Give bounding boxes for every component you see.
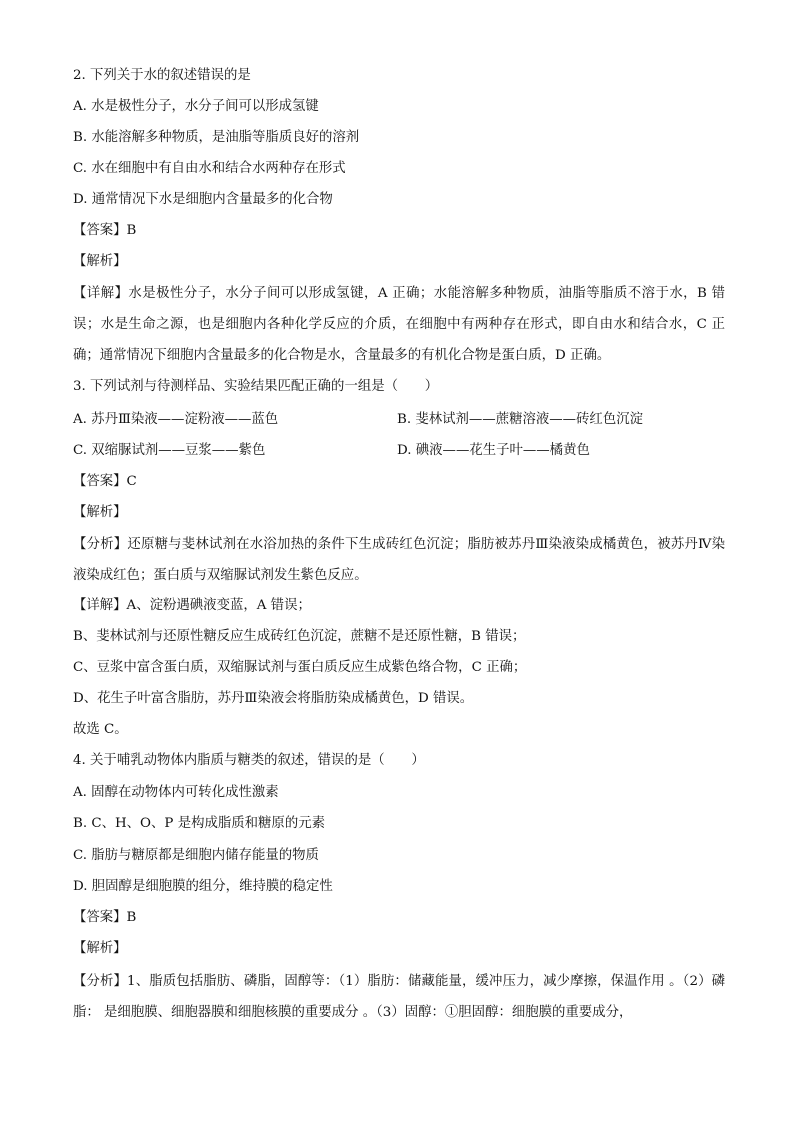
question-4-option-a: A. 固醇在动物体内可转化成性激素 <box>73 785 279 800</box>
question-4-answer: 【答案】B <box>73 910 137 925</box>
question-4-stem: 4. 关于哺乳动物体内脂质与糖类的叙述，错误的是（ ） <box>73 753 425 768</box>
question-4-option-b: B. C、H、O、P 是构成脂质和糖原的元素 <box>73 816 325 831</box>
question-2-option-a: A. 水是极性分子，水分子间可以形成氢键 <box>73 99 319 114</box>
question-3-stem: 3. 下列试剂与待测样品、实验结果匹配正确的一组是（ ） <box>73 379 439 394</box>
question-2-option-c: C. 水在细胞中有自由水和结合水两种存在形式 <box>73 161 346 176</box>
question-3-analysis: 【分析】还原糖与斐林试剂在水浴加热的条件下生成砖红色沉淀；脂肪被苏丹Ⅲ染液染成橘黄色，被苏丹Ⅳ染液染成红色；蛋白质与双缩脲试剂发生紫色反应。 <box>73 537 725 583</box>
question-4-option-d: D. 胆固醇是细胞膜的组分，维持膜的稳定性 <box>73 879 333 894</box>
question-4-analysis-heading: 【解析】 <box>73 941 127 956</box>
question-3-conclusion: 故选 C。 <box>73 722 128 737</box>
question-4-option-c: C. 脂肪与糖原都是细胞内储存能量的物质 <box>73 848 319 863</box>
question-2-analysis-heading: 【解析】 <box>73 254 127 269</box>
question-4-analysis: 【分析】1、脂质包括脂肪、磷脂，固醇等：（1）脂肪：储藏能量，缓冲压力，减少摩擦，保温作用 。（2）磷脂： 是细胞膜、细胞器膜和细胞核膜的重要成分 。（3）固醇：①胆固醇：细胞膜的重要成分， <box>73 974 725 1020</box>
question-2-detail: 【详解】水是极性分子，水分子间可以形成氢键，A 正确；水能溶解多种物质，油脂等脂质不溶于水，B 错误；水是生命之源，也是细胞内各种化学反应的介质，在细胞中有两种存在形式，即自由水和结合水，C 正确；通常情况下细胞内含量最多的化合物是水，含量最多的有机化合物是蛋白质，D 正确。 <box>73 286 725 363</box>
question-2-option-b: B. 水能溶解多种物质，是油脂等脂质良好的溶剂 <box>73 130 360 145</box>
question-3-detail-line-4: D、花生子叶富含脂肪，苏丹Ⅲ染液会将脂肪染成橘黄色，D 错误。 <box>73 691 474 706</box>
question-3-option-a: A. 苏丹Ⅲ染液——淀粉液——蓝色 <box>73 412 279 427</box>
question-3-detail-line-3: C、豆浆中富含蛋白质，双缩脲试剂与蛋白质反应生成紫色络合物，C 正确； <box>73 660 527 675</box>
question-3-option-b: B. 斐林试剂——蔗糖溶液——砖红色沉淀 <box>397 412 643 427</box>
question-2-stem: 2. 下列关于水的叙述错误的是 <box>73 68 251 83</box>
question-3-analysis-heading: 【解析】 <box>73 505 127 520</box>
question-3-detail-line-2: B、斐林试剂与还原性糖反应生成砖红色沉淀，蔗糖不是还原性糖，B 错误； <box>73 629 526 644</box>
question-3-detail-line-1: 【详解】A、淀粉遇碘液变蓝，A 错误； <box>73 598 311 613</box>
question-3-answer: 【答案】C <box>73 474 137 489</box>
question-2-answer: 【答案】B <box>73 223 137 238</box>
question-2-option-d: D. 通常情况下水是细胞内含量最多的化合物 <box>73 192 333 207</box>
question-3-option-c: C. 双缩脲试剂——豆浆——紫色 <box>73 443 266 458</box>
question-3-option-d: D. 碘液——花生子叶——橘黄色 <box>397 443 590 458</box>
